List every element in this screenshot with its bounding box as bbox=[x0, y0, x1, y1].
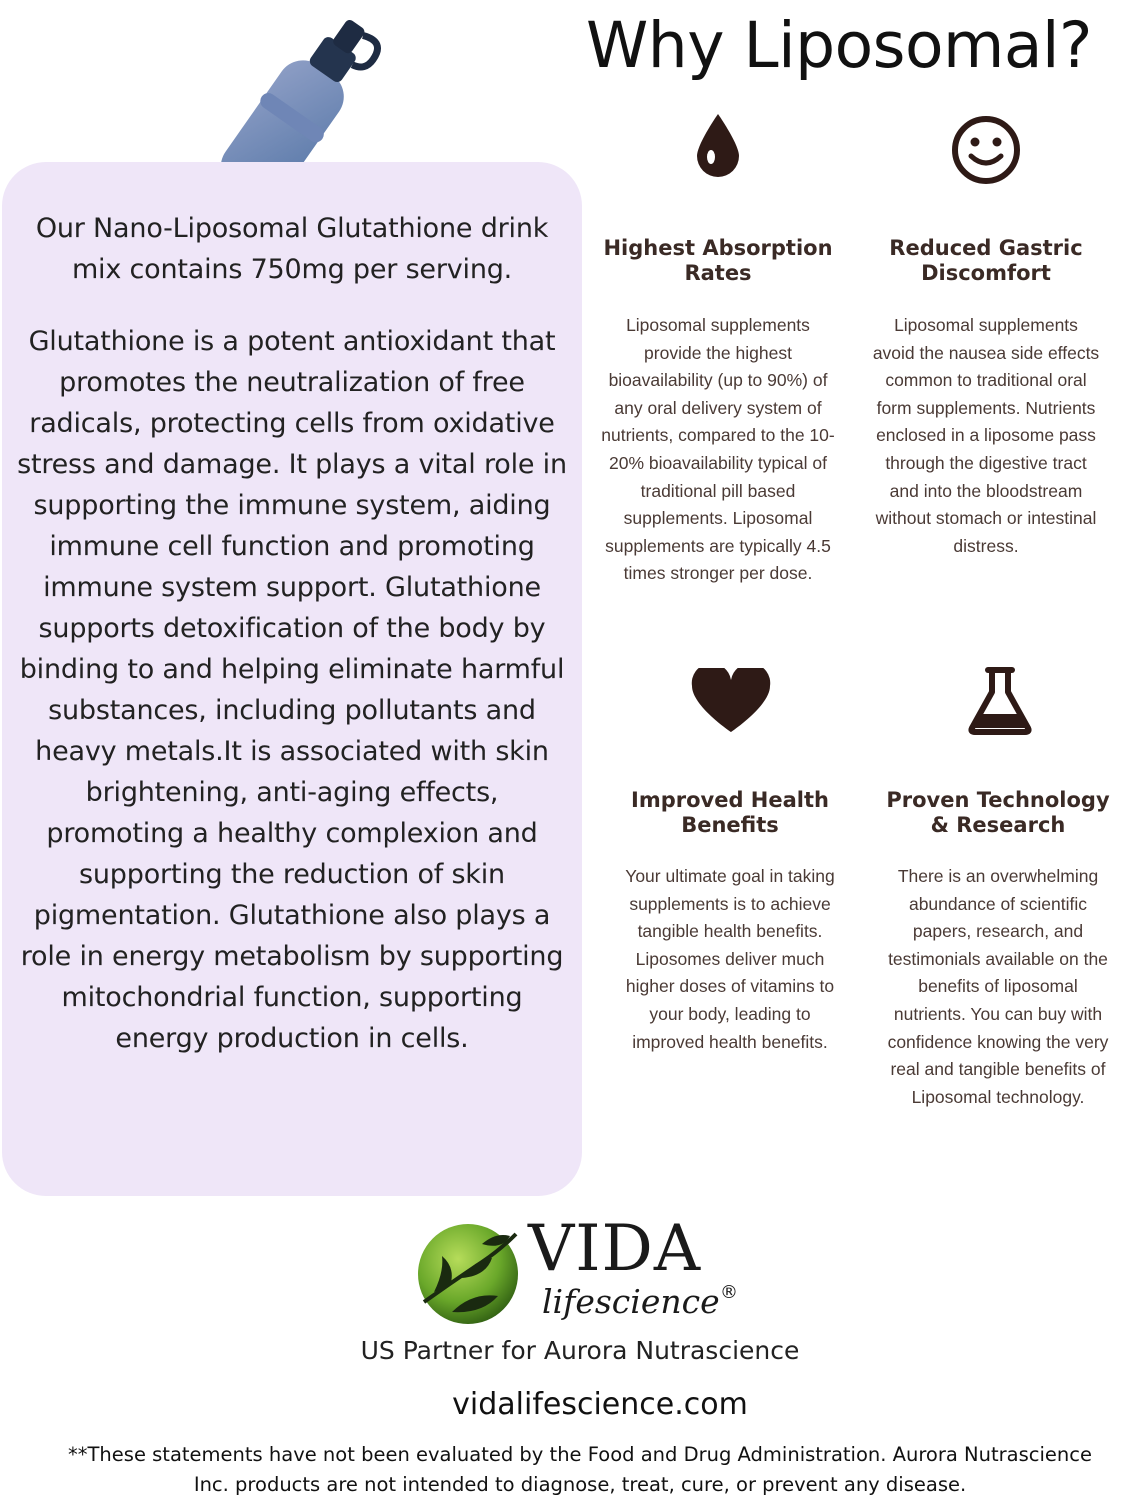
intro-paragraph-2: Glutathione is a potent antioxidant that promotes the neutralization of free radicals, protecting cells from oxidative stress and damage. It plays a vital role in supporting the immune system, aiding immune cell function and promoting immune system support. Glutathione supports detoxification of the body by binding to and helping eliminate harmful substances, including pollutants and heavy metals.It is associated with skin brightening, anti-aging effects, promoting a healthy complexion and supporting the reduction of skin pigmentation. Glutathione also plays a role in energy metabolism by supporting mitochondrial function, supporting energy production in cells. bbox=[17, 326, 567, 1054]
flask-icon bbox=[966, 666, 1034, 736]
smiley-icon bbox=[950, 114, 1022, 186]
registered-mark: ® bbox=[720, 1282, 738, 1303]
feature-body-absorption: Liposomal supplements provide the highest bioavailability (up to 90%) of any oral delivery system of nutrients, compared to the 10-20% bioavailability typical of traditional pill based supplements. Liposomal supplements are typically 4.5 times stronger per dose. bbox=[601, 315, 835, 584]
intro-text bbox=[14, 208, 570, 1090]
feature-title-gastric: Reduced Gastric Discomfort bbox=[889, 236, 1083, 285]
feature-body-health: Your ultimate goal in taking supplements is to achieve tangible health benefits. Liposomes deliver much higher doses of vitamins to your body, leading to improved health benefits. bbox=[625, 866, 835, 1052]
feature-title-health: Improved Health Benefits bbox=[631, 788, 829, 837]
website-link[interactable]: vidalifescience.com bbox=[452, 1387, 748, 1422]
partner-text: US Partner for Aurora Nutrascience bbox=[360, 1336, 800, 1365]
feature-title-technology: Proven Technology & Research bbox=[886, 788, 1110, 837]
feature-body-gastric: Liposomal supplements avoid the nausea side effects common to traditional oral form supplements. Nutrients enclosed in a liposome pass through the digestive tract and into the bloodstream without stomach or intestinal distress. bbox=[872, 315, 1100, 556]
fda-disclaimer: **These statements have not been evaluated by the Food and Drug Administration. Aurora Nutrascience Inc. products are not intended to diagnose, treat, cure, or prevent any disease. bbox=[68, 1443, 1092, 1496]
feature-body-technology: There is an overwhelming abundance of scientific papers, research, and testimonials available on the benefits of liposomal nutrients. You can buy with confidence knowing the very real and tangible benefits of Liposomal technology. bbox=[887, 866, 1109, 1107]
leaf-globe-icon bbox=[412, 1222, 524, 1326]
droplet-icon bbox=[695, 112, 741, 178]
feature-title-absorption: Highest Absorption Rates bbox=[603, 236, 833, 285]
logo-word: VIDA bbox=[528, 1212, 702, 1286]
heart-icon bbox=[690, 668, 772, 734]
vida-logo bbox=[412, 1212, 742, 1333]
logo-subtitle: lifescience bbox=[542, 1282, 720, 1321]
intro-paragraph-1: Our Nano-Liposomal Glutathione drink mix contains 750mg per serving. bbox=[35, 213, 549, 285]
page-title: Why Liposomal? bbox=[586, 9, 1092, 82]
